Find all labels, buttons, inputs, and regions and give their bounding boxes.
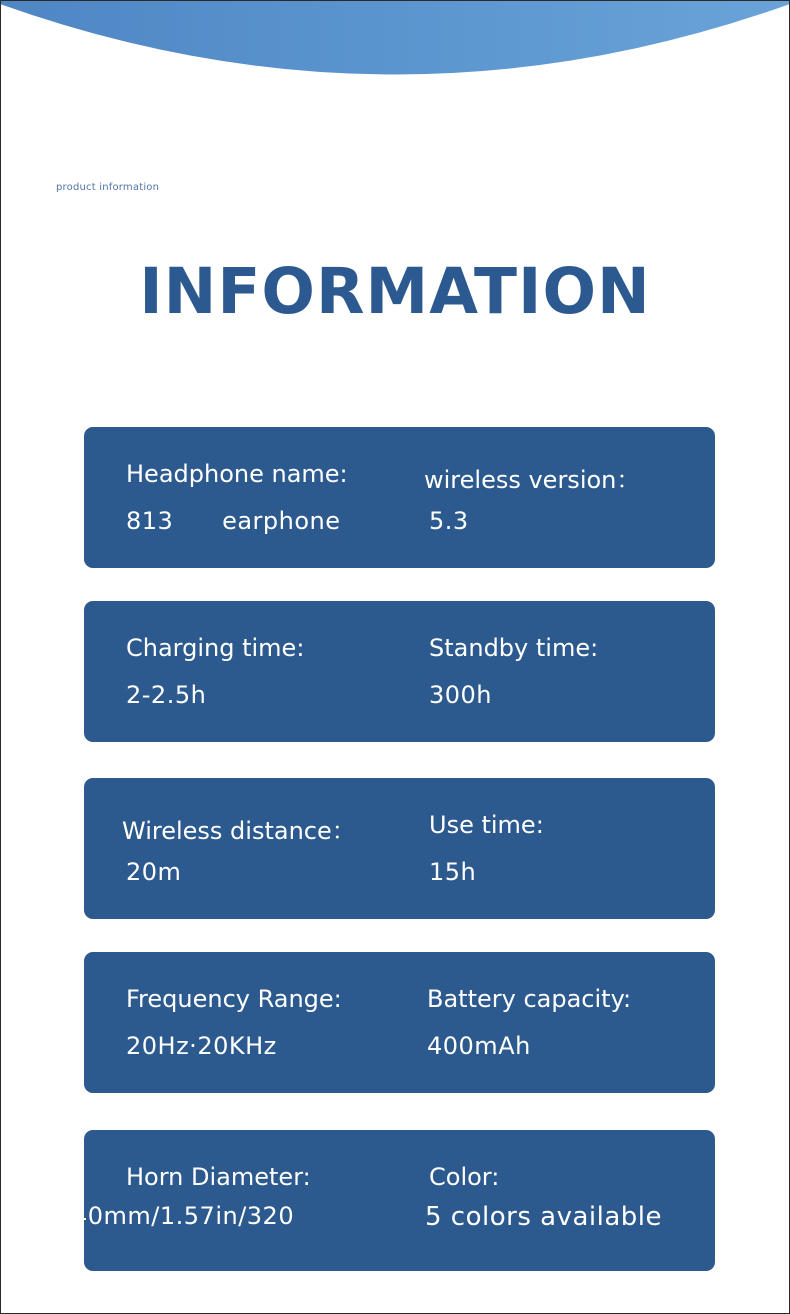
spec-card-charging-standby [84,601,715,742]
wireless-distance-value: 20m [126,858,182,886]
battery-capacity-label: Battery capacity: [427,985,632,1013]
color-label: Color: [429,1163,500,1191]
frequency-range-label: Frequency Range: [126,985,342,1013]
top-arc-decoration [0,0,790,80]
wireless-version-label: wireless version： [424,466,641,494]
charging-time-value: 2-2.5h [126,681,207,709]
page-subtitle: product information [56,182,160,193]
battery-capacity-value: 400mAh [427,1032,531,1060]
spec-card-horn-color [72,1130,715,1271]
spec-card-name-version [84,427,715,568]
standby-time-value: 300h [429,681,493,709]
wireless-distance-label: Wireless distance： [122,817,356,845]
horn-diameter-value: 40mm/1.57in/320 [72,1202,295,1230]
use-time-label: Use time: [429,811,544,839]
headphone-name-label: Headphone name: [126,460,348,488]
page-title: INFORMATION [139,255,651,328]
spec-card-frequency-battery [84,952,715,1093]
use-time-value: 15h [429,858,477,886]
color-value: 5 colors available [425,1202,662,1232]
charging-time-label: Charging time: [126,634,305,662]
spec-card-distance-use [84,778,715,919]
horn-diameter-label: Horn Diameter: [126,1163,311,1191]
wireless-version-value: 5.3 [429,507,469,535]
frequency-range-value: 20Hz·20KHz [126,1032,277,1060]
headphone-name-value: 813 earphone [126,507,341,535]
standby-time-label: Standby time: [429,634,599,662]
